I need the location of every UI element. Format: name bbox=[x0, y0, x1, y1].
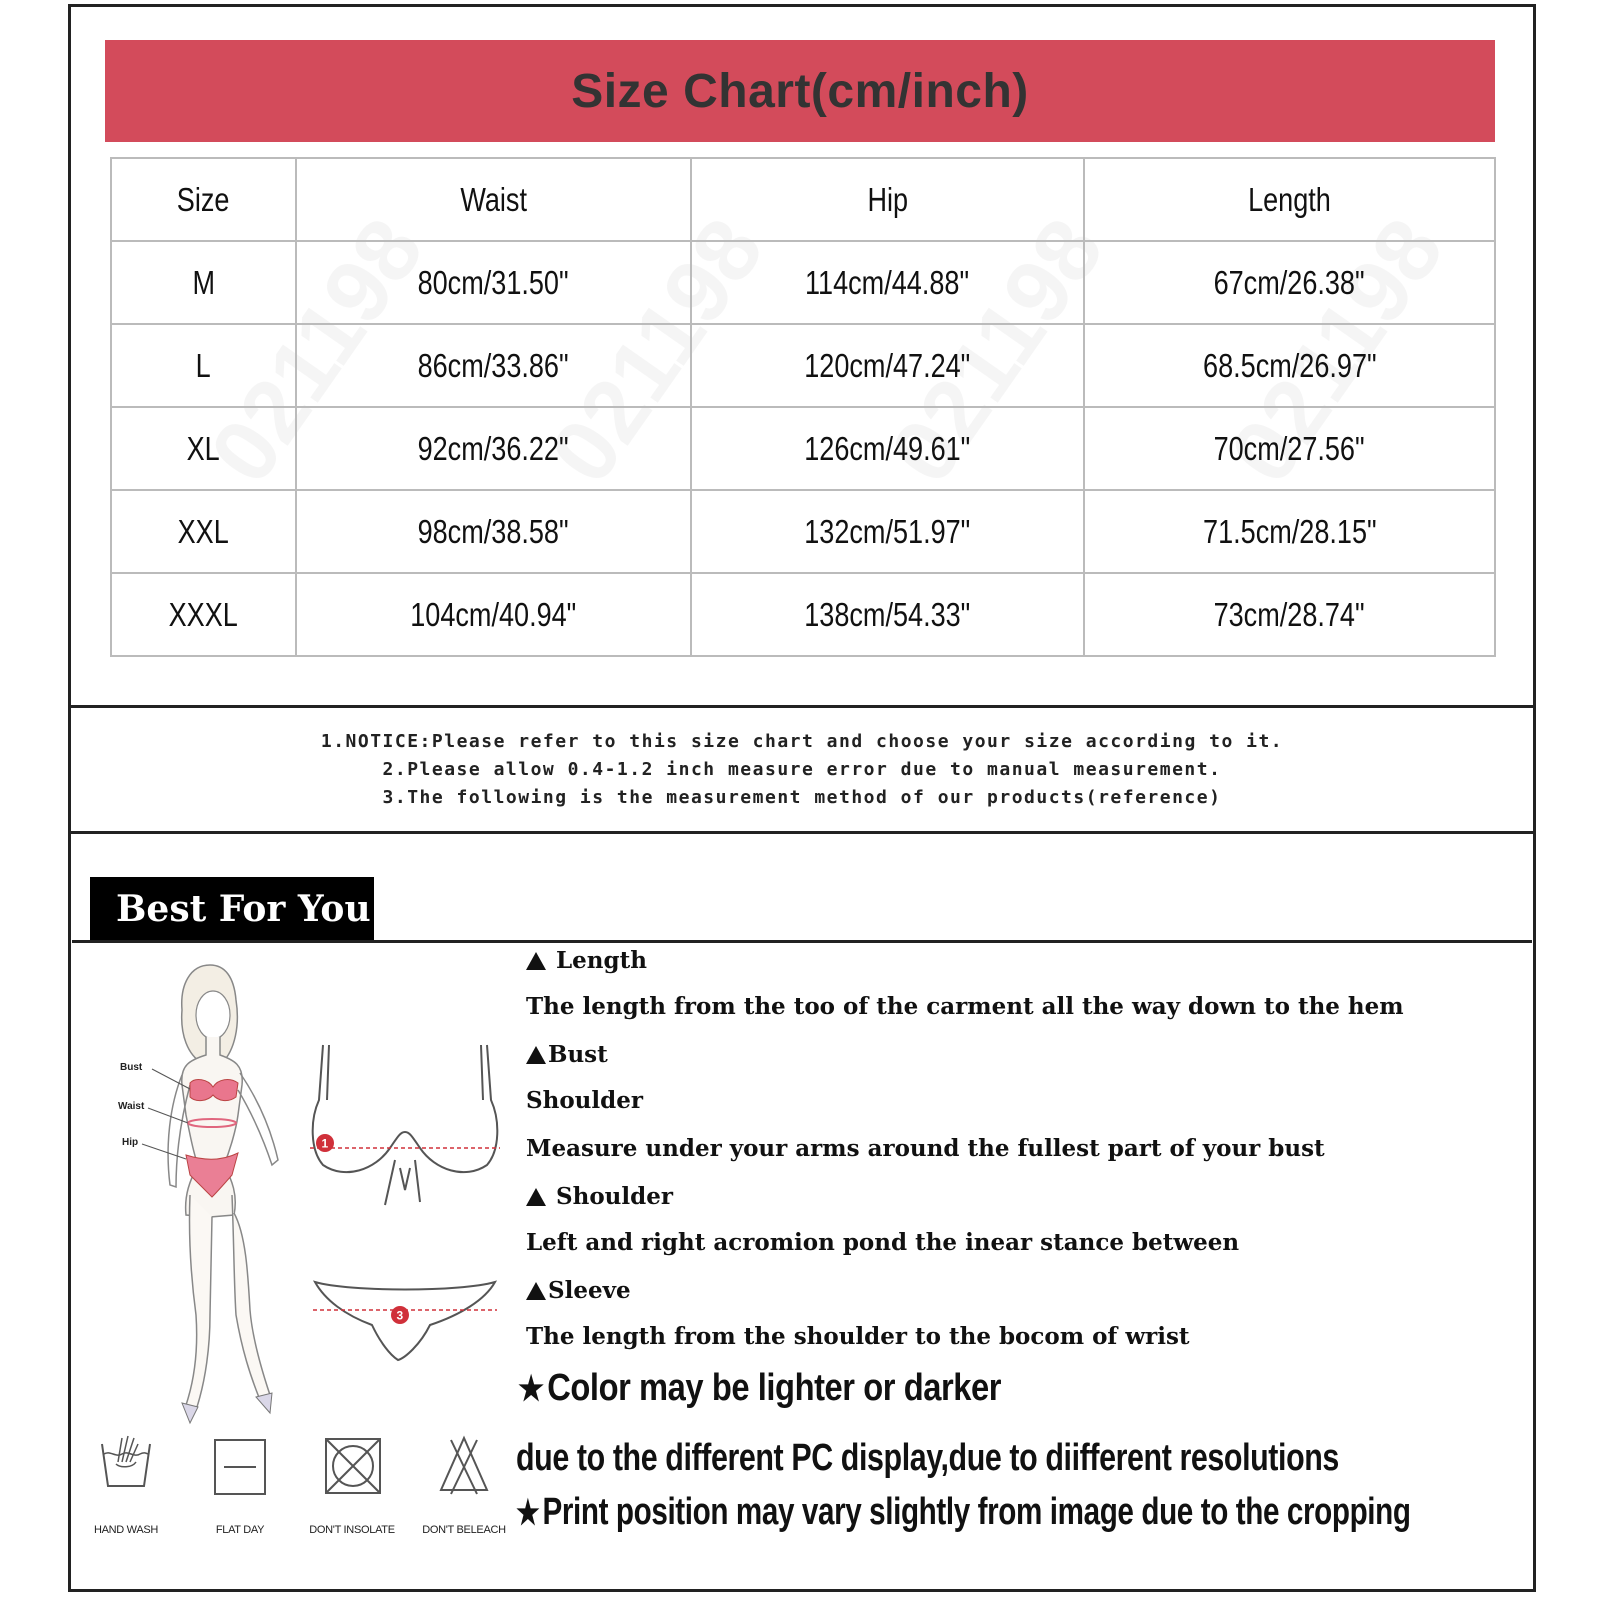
hand-wash-label: HAND WASH bbox=[93, 1524, 159, 1536]
sleeve-description: The length from the shoulder to the bocom of wrist bbox=[526, 1323, 1190, 1350]
hip-cell: 132cm/51.97" bbox=[691, 490, 1084, 573]
column-header-length: Length bbox=[1084, 158, 1495, 241]
hip-leader-line bbox=[142, 1144, 186, 1159]
size-cell: XXXL bbox=[111, 573, 296, 656]
bust-heading: Bust bbox=[526, 1041, 608, 1068]
length-cell: 70cm/27.56" bbox=[1084, 407, 1495, 490]
length-cell: 67cm/26.38" bbox=[1084, 241, 1495, 324]
waist-leader-line bbox=[148, 1108, 188, 1123]
column-header-hip: Hip bbox=[691, 158, 1084, 241]
do-not-bleach-icon bbox=[437, 1434, 491, 1496]
bust-subheading: Shoulder bbox=[526, 1087, 643, 1114]
section-divider bbox=[68, 705, 1536, 708]
best-for-you-rule bbox=[72, 940, 1532, 943]
do-not-tumble-dry-label: DON'T INSOLATE bbox=[309, 1524, 395, 1536]
color-note: ★Color may be lighter or darker bbox=[518, 1367, 1002, 1409]
notice-line: 2.Please allow 0.4-1.2 inch measure error due to manual measurement. bbox=[382, 759, 1222, 780]
table-header-row bbox=[111, 158, 1495, 241]
length-cell: 68.5cm/26.97" bbox=[1084, 324, 1495, 407]
measure-marker-3-number: 3 bbox=[396, 1308, 404, 1323]
shoulder-description: Left and right acromion pond the inear stance between bbox=[526, 1229, 1240, 1256]
hip-label: Hip bbox=[122, 1137, 139, 1148]
size-cell: L bbox=[111, 324, 296, 407]
notice-block bbox=[68, 728, 1536, 812]
figure-left-shoe bbox=[182, 1403, 198, 1423]
size-cell: M bbox=[111, 241, 296, 324]
triangle-icon bbox=[526, 1282, 546, 1300]
notice-line: 1.NOTICE:Please refer to this size chart and choose your size according to it. bbox=[320, 731, 1284, 752]
bust-description: Measure under your arms around the fullest part of your bust bbox=[526, 1135, 1325, 1162]
waist-cell: 92cm/36.22" bbox=[296, 407, 691, 490]
length-description: The length from the too of the carment all the way down to the hem bbox=[526, 993, 1404, 1020]
do-not-bleach-label: DON'T BELEACH bbox=[422, 1524, 506, 1536]
waist-cell: 98cm/38.58" bbox=[296, 490, 691, 573]
table-row bbox=[111, 573, 1495, 656]
display-note: due to the different PC display,due to diifferent resolutions bbox=[516, 1437, 1339, 1479]
notice-line: 3.The following is the measurement method of our products(reference) bbox=[382, 787, 1222, 808]
table-row bbox=[111, 241, 1495, 324]
waist-cell: 104cm/40.94" bbox=[296, 573, 691, 656]
model-figure-illustration bbox=[110, 955, 310, 1425]
page-title: Size Chart(cm/inch) bbox=[571, 64, 1029, 118]
column-header-waist: Waist bbox=[296, 158, 691, 241]
length-heading: Length bbox=[526, 947, 647, 974]
triangle-icon bbox=[526, 1188, 546, 1206]
figure-right-leg bbox=[232, 1195, 270, 1400]
bikini-top-straps bbox=[327, 1045, 483, 1100]
measure-marker-1-number: 1 bbox=[321, 1136, 329, 1151]
size-chart-header bbox=[105, 40, 1495, 142]
hip-cell: 114cm/44.88" bbox=[691, 241, 1084, 324]
sleeve-heading: Sleeve bbox=[526, 1277, 631, 1304]
triangle-icon bbox=[526, 952, 546, 970]
shoulder-heading: Shoulder bbox=[526, 1183, 673, 1210]
hand-wash-icon bbox=[96, 1432, 156, 1492]
bikini-bottom-diagram bbox=[310, 1270, 500, 1365]
star-icon: ★ bbox=[518, 1370, 544, 1408]
flat-dry-icon bbox=[212, 1437, 268, 1497]
length-cell: 73cm/28.74" bbox=[1084, 573, 1495, 656]
waist-cell: 80cm/31.50" bbox=[296, 241, 691, 324]
table-row bbox=[111, 324, 1495, 407]
flat-dry-label: FLAT DAY bbox=[215, 1524, 265, 1536]
bikini-top-outline bbox=[313, 1045, 498, 1172]
table-row bbox=[111, 407, 1495, 490]
hip-cell: 120cm/47.24" bbox=[691, 324, 1084, 407]
do-not-tumble-dry-icon bbox=[322, 1435, 384, 1497]
section-divider bbox=[68, 831, 1536, 834]
print-position-note: ★Print position may vary slightly from image due to the cropping bbox=[516, 1491, 1411, 1533]
bust-label: Bust bbox=[120, 1062, 143, 1073]
bikini-top-ties bbox=[385, 1160, 420, 1205]
star-icon: ★ bbox=[516, 1494, 540, 1532]
figure-right-arm bbox=[238, 1073, 278, 1165]
hip-cell: 138cm/54.33" bbox=[691, 573, 1084, 656]
figure-right-shoe bbox=[256, 1393, 272, 1413]
hip-cell: 126cm/49.61" bbox=[691, 407, 1084, 490]
table-row bbox=[111, 490, 1495, 573]
length-cell: 71.5cm/28.15" bbox=[1084, 490, 1495, 573]
triangle-icon bbox=[526, 1046, 546, 1064]
waist-cell: 86cm/33.86" bbox=[296, 324, 691, 407]
bikini-top-diagram bbox=[305, 1040, 505, 1220]
figure-left-leg bbox=[186, 1195, 212, 1410]
waist-label: Waist bbox=[118, 1101, 145, 1112]
column-header-size: Size bbox=[111, 158, 296, 241]
figure-face bbox=[196, 991, 230, 1039]
size-cell: XXL bbox=[111, 490, 296, 573]
size-cell: XL bbox=[111, 407, 296, 490]
best-for-you-tab: Best For You bbox=[90, 877, 374, 942]
size-table bbox=[110, 157, 1496, 657]
